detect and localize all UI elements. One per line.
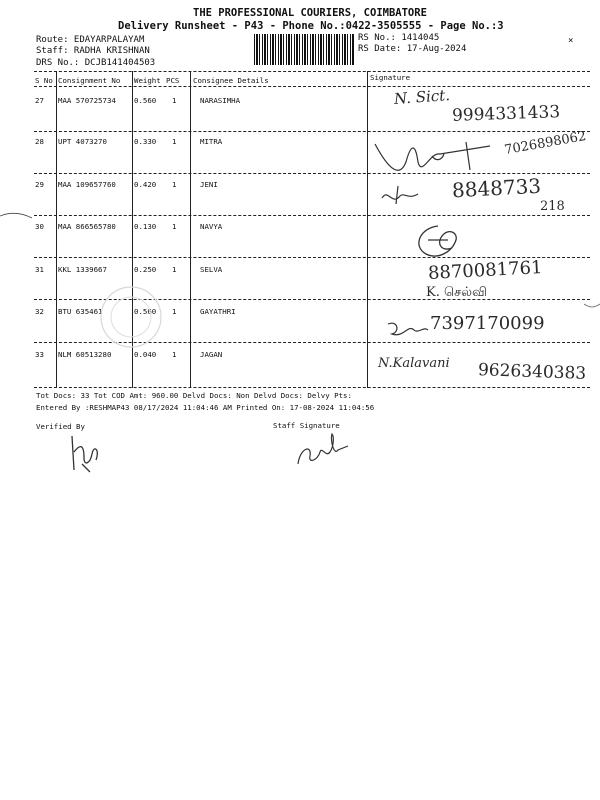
row-sno: 32	[35, 307, 44, 316]
row-pcs: 1	[172, 137, 177, 146]
row-pcs: 1	[172, 265, 177, 274]
row-consignee: MITRA	[200, 137, 223, 146]
table-header-rule	[34, 86, 590, 87]
row-weight: 0.130	[134, 222, 157, 231]
handwriting-phone: 8848733	[451, 173, 542, 203]
row-pcs: 1	[172, 180, 177, 189]
handwriting-phone: 9626340383	[477, 360, 587, 384]
row-consignment: MAA 866565780	[58, 222, 116, 231]
col-header-sno: S No	[35, 76, 53, 85]
verifier-signature	[62, 430, 112, 476]
row-pcs: 1	[172, 350, 177, 359]
row-consignee: NAVYA	[200, 222, 223, 231]
row-pcs: 1	[172, 222, 177, 231]
row-sno: 28	[35, 137, 44, 146]
col-divider	[56, 71, 57, 388]
signature-scribble	[384, 318, 432, 340]
row-pcs: 1	[172, 307, 177, 316]
runsheet-subtitle: Delivery Runsheet - P43 - Phone No.:0422-3505555 - Page No.:3	[118, 20, 504, 32]
edge-mark	[0, 208, 34, 222]
handwriting-phone: 9994331433	[451, 102, 561, 126]
row-consignee: GAYATHRI	[200, 307, 236, 316]
col-divider	[190, 71, 191, 388]
row-weight: 0.330	[134, 137, 157, 146]
row-consignment: MAA 570725734	[58, 96, 116, 105]
col-header-weight: Weight	[134, 76, 161, 85]
row-sno: 29	[35, 180, 44, 189]
row-divider	[34, 215, 590, 216]
row-weight: 0.040	[134, 350, 157, 359]
table-top-rule	[34, 71, 590, 72]
row-consignee: NARASIMHA	[200, 96, 241, 105]
route-label: Route: EDAYARPALAYAM	[36, 35, 145, 45]
rs-date: RS Date: 17-Aug-2024	[358, 44, 467, 54]
company-title: THE PROFESSIONAL COURIERS, COIMBATORE	[193, 7, 427, 19]
entered-by-line: Entered By :RESHMAP43 08/17/2024 11:04:46 AM Printed On: 17-08-2024 11:04:56	[36, 403, 375, 412]
row-consignment: BTU 635461	[58, 307, 103, 316]
rs-number: RS No.: 1414045	[358, 33, 440, 43]
row-consignment: NLM 60513280	[58, 350, 112, 359]
edge-mark	[584, 300, 600, 312]
col-header-signature: Signature	[370, 73, 411, 82]
row-weight: 0.560	[134, 96, 157, 105]
signature-scribble	[408, 222, 468, 264]
col-header-pcs: PCS	[166, 76, 180, 85]
handwriting-phone: 8870081761	[427, 257, 544, 284]
drs-number: DRS No.: DCJB141404503	[36, 58, 156, 68]
staff-signature	[292, 430, 356, 470]
row-sno: 31	[35, 265, 44, 274]
row-sno: 33	[35, 350, 44, 359]
table-bottom-rule	[34, 387, 590, 388]
handwriting-text: N. Sict.	[393, 86, 451, 108]
corner-mark: ×	[568, 36, 574, 46]
handwriting-text: 218	[540, 199, 565, 214]
handwriting-phone: 7026898062	[503, 128, 588, 159]
staff-signature-label: Staff Signature	[273, 421, 340, 430]
verified-by-label: Verified By	[36, 422, 85, 431]
barcode	[254, 34, 354, 65]
row-sno: 30	[35, 222, 44, 231]
row-consignee: JENI	[200, 180, 218, 189]
row-consignee: JAGAN	[200, 350, 223, 359]
col-header-consignment: Consignment No	[58, 76, 121, 85]
row-consignment: KKL 1339667	[58, 265, 107, 274]
row-pcs: 1	[172, 96, 177, 105]
col-divider	[367, 71, 368, 388]
signature-scribble	[370, 132, 510, 182]
row-consignment: MAA 109657760	[58, 180, 116, 189]
row-sno: 27	[35, 96, 44, 105]
signature-scribble	[378, 180, 428, 210]
handwriting-text: N.Kalavani	[378, 356, 450, 371]
faded-stamp	[96, 282, 166, 352]
staff-label: Staff: RADHA KRISHNAN	[36, 46, 150, 56]
row-weight: 0.560	[134, 307, 157, 316]
row-consignee: SELVA	[200, 265, 223, 274]
row-weight: 0.250	[134, 265, 157, 274]
totals-line: Tot Docs: 33 Tot COD Amt: 960.00 Delvd Docs: Non Delvd Docs: Delvy Pts:	[36, 391, 352, 400]
row-weight: 0.420	[134, 180, 157, 189]
handwriting-text: K. செல்வி	[426, 285, 487, 300]
col-header-consignee: Consignee Details	[193, 76, 269, 85]
row-consignment: UPT 4073270	[58, 137, 107, 146]
handwriting-phone: 7397170099	[430, 313, 545, 334]
